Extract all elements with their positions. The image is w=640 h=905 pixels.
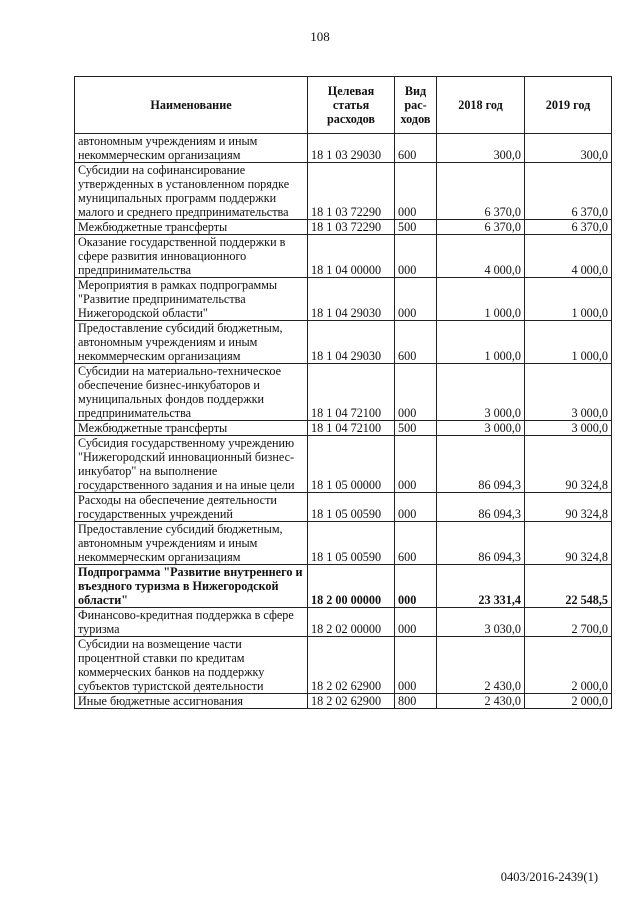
row-code: 18 1 05 00590 (308, 522, 395, 565)
row-code: 18 1 04 72100 (308, 421, 395, 436)
table-row (75, 134, 612, 163)
table-row (75, 493, 612, 522)
row-2018: 1 000,0 (437, 278, 525, 321)
row-vid: 000 (395, 278, 437, 321)
page-number: 108 (310, 29, 330, 44)
row-vid: 000 (395, 235, 437, 278)
row-vid: 500 (395, 421, 437, 436)
row-name: Расходы на обеспечение деятельности государственных учреждений (75, 493, 308, 522)
row-2018: 23 331,4 (437, 565, 525, 608)
table-body (75, 134, 612, 709)
row-vid: 600 (395, 522, 437, 565)
row-name: Мероприятия в рамках подпрограммы "Развитие предпринимательства Нижегородской области" (75, 278, 308, 321)
table-row (75, 321, 612, 364)
row-vid: 800 (395, 694, 437, 709)
row-code: 18 1 03 72290 (308, 220, 395, 235)
row-2018: 3 000,0 (437, 421, 525, 436)
row-vid: 600 (395, 134, 437, 163)
row-code: 18 1 04 29030 (308, 321, 395, 364)
row-name: Предоставление субсидий бюджетным, автономным учреждениям и иным некоммерческим организациям (75, 321, 308, 364)
row-2019: 90 324,8 (525, 436, 612, 493)
row-name: Межбюджетные трансферты (75, 220, 308, 235)
row-code: 18 2 00 00000 (308, 565, 395, 608)
row-code: 18 1 04 29030 (308, 278, 395, 321)
header-2018: 2018 год (437, 77, 525, 134)
row-2019: 2 700,0 (525, 608, 612, 637)
row-code: 18 1 05 00590 (308, 493, 395, 522)
row-2019: 3 000,0 (525, 421, 612, 436)
table-row (75, 278, 612, 321)
row-name: Субсидии на материально-техническое обеспечение бизнес-инкубаторов и муниципальных фондов поддержки предпринимательства (75, 364, 308, 421)
row-2018: 6 370,0 (437, 220, 525, 235)
row-name: Субсидия государственному учреждению "Нижегородский инновационный бизнес-инкубатор" на выполнение государственного задания и на иные цели (75, 436, 308, 493)
row-2018: 86 094,3 (437, 493, 525, 522)
header-name: Наименование (75, 77, 308, 134)
row-vid: 000 (395, 436, 437, 493)
row-2019: 6 370,0 (525, 163, 612, 220)
row-2018: 6 370,0 (437, 163, 525, 220)
row-2019: 3 000,0 (525, 364, 612, 421)
row-name: автономным учреждениям и иным некоммерческим организациям (75, 134, 308, 163)
row-2018: 300,0 (437, 134, 525, 163)
table-row (75, 565, 612, 608)
row-vid: 000 (395, 608, 437, 637)
row-code: 18 1 04 00000 (308, 235, 395, 278)
row-2019: 300,0 (525, 134, 612, 163)
header-code: Целевая статья расходов (308, 77, 395, 134)
row-code: 18 1 03 72290 (308, 163, 395, 220)
row-name: Субсидии на софинансирование утвержденных в установленном порядке муниципальных программ поддержки малого и среднего предпринимательства (75, 163, 308, 220)
table-row (75, 608, 612, 637)
row-code: 18 1 03 29030 (308, 134, 395, 163)
row-vid: 000 (395, 163, 437, 220)
row-code: 18 1 05 00000 (308, 436, 395, 493)
table-row (75, 694, 612, 709)
row-name: Подпрограмма "Развитие внутреннего и въездного туризма в Нижегородской области" (75, 565, 308, 608)
header-2019: 2019 год (525, 77, 612, 134)
row-2019: 2 000,0 (525, 694, 612, 709)
row-2019: 1 000,0 (525, 321, 612, 364)
row-vid: 000 (395, 364, 437, 421)
row-vid: 500 (395, 220, 437, 235)
row-2019: 90 324,8 (525, 522, 612, 565)
row-vid: 000 (395, 493, 437, 522)
row-2018: 3 030,0 (437, 608, 525, 637)
row-code: 18 2 02 62900 (308, 694, 395, 709)
table-row (75, 364, 612, 421)
row-2019: 6 370,0 (525, 220, 612, 235)
row-2019: 2 000,0 (525, 637, 612, 694)
row-2018: 4 000,0 (437, 235, 525, 278)
header-vid: Вид рас-ходов (395, 77, 437, 134)
row-2019: 90 324,8 (525, 493, 612, 522)
row-2018: 3 000,0 (437, 364, 525, 421)
row-name: Предоставление субсидий бюджетным, автономным учреждениям и иным некоммерческим организациям (75, 522, 308, 565)
table-row (75, 522, 612, 565)
table-row (75, 235, 612, 278)
row-code: 18 1 04 72100 (308, 364, 395, 421)
row-code: 18 2 02 62900 (308, 637, 395, 694)
table-row (75, 421, 612, 436)
row-vid: 600 (395, 321, 437, 364)
row-2019: 4 000,0 (525, 235, 612, 278)
table-row (75, 436, 612, 493)
row-2018: 2 430,0 (437, 694, 525, 709)
table-row (75, 220, 612, 235)
row-name: Межбюджетные трансферты (75, 421, 308, 436)
row-2018: 86 094,3 (437, 436, 525, 493)
table-row (75, 637, 612, 694)
row-name: Субсидии на возмещение части процентной ставки по кредитам коммерческих банков на поддержку субъектов туристской деятельности (75, 637, 308, 694)
row-2019: 22 548,5 (525, 565, 612, 608)
row-name: Иные бюджетные ассигнования (75, 694, 308, 709)
budget-table (74, 76, 612, 709)
row-vid: 000 (395, 637, 437, 694)
row-name: Оказание государственной поддержки в сфере развития инновационного предпринимательства (75, 235, 308, 278)
row-name: Финансово-кредитная поддержка в сфере туризма (75, 608, 308, 637)
table-row (75, 163, 612, 220)
row-2018: 2 430,0 (437, 637, 525, 694)
row-2019: 1 000,0 (525, 278, 612, 321)
row-2018: 1 000,0 (437, 321, 525, 364)
row-vid: 000 (395, 565, 437, 608)
table-header-row (75, 77, 612, 134)
row-2018: 86 094,3 (437, 522, 525, 565)
row-code: 18 2 02 00000 (308, 608, 395, 637)
document-code: 0403/2016-2439(1) (500, 870, 598, 884)
